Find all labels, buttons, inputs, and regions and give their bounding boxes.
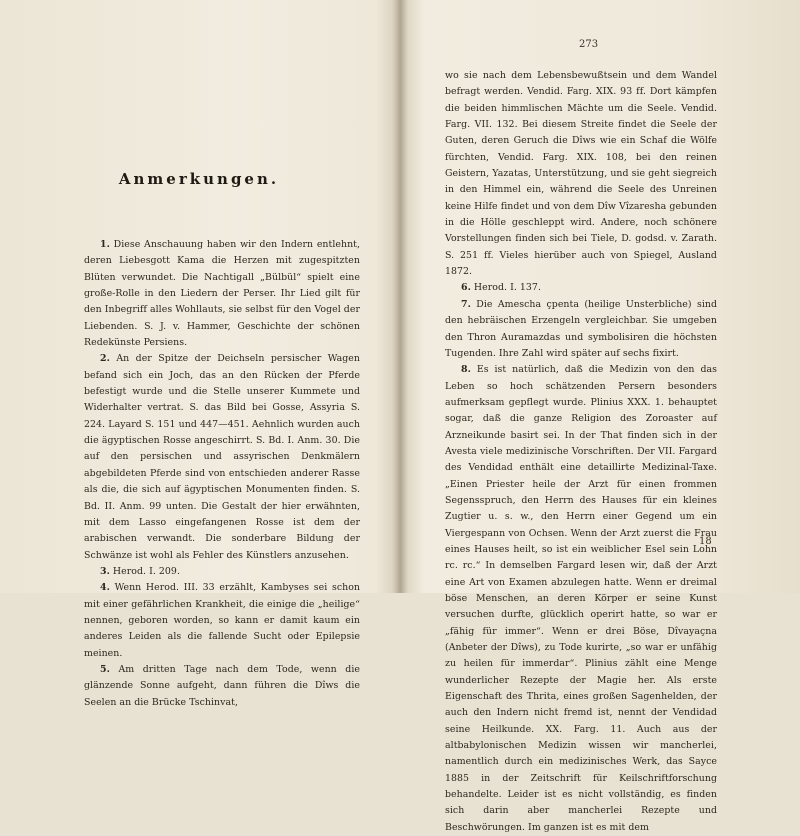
note-number: 2. [100,353,110,365]
note-7 [445,297,717,362]
note-number: 3. [100,565,110,577]
note-text: Diese Anschauung haben wir den Indern entlehnt, deren Liebesgott Kama die Herzen mit zugespitzten Blüten verwundet. Die Nachtigall „Bülbül“ spielt eine große-Rolle in den Liedern der Perser. Ihr Lied gilt für den Inbegriff alles Wohllauts, sie selbst für den Vogel der Liebenden. S. J. v. Hammer, Geschichte der schönen Redekünste Persiens. [84,239,361,349]
note-number: 5. [100,663,110,675]
note-number: 4. [100,582,110,594]
note-1 [84,237,360,351]
note-number: 8. [461,364,471,376]
note-text: An der Spitze der Deichseln persischer Wagen befand sich ein Joch, das an den Rücken der Pferde befestigt wurde und die Stelle unserer Kummete und Widerhalter vertrat. S. das Bild bei Gosse, Assyria S. 224. Layard S. 151 und 447—451. Aehnlich wurden auch die ägyptischen Rosse angeschirrt. S. Bd. I. Anm. 30. Die auf den persischen und assyrischen Denkmälern abgebildeten Pferde sind von entschieden anderer Rasse als die, die sich auf ägyptischen Monumenten finden. S. Bd. II. Anm. 99 unten. Die Gestalt der hier erwähnten, mit dem Lasso eingefangenen Rosse ist dem der arabischen verwandt. Die sonderbare Bildung der Schwänze ist wohl als Fehler des Künstlers anzusehen. [84,353,360,561]
note-number: 6. [461,282,471,294]
note-4 [84,580,360,662]
note-5-continuation: wo sie nach dem Lebensbewußtsein und dem Wandel befragt werden. Vendid. Farg. XIX. 93 ff. Dort kämpfen die beiden himmlischen Mächte um die Seele. Vendid. Farg. VII. 132. Bei diesem Streite findet die Seele der Guten, deren Geruch die Dîws wie ein Schaf die Wölfe fürchten, Vendid. Farg. XIX. 108, bei den reinen Geistern, Yazatas, Unterstützung, und sie geht siegreich in den Himmel ein, während die Seele des Unreinen keine Hilfe findet und von dem Dîw Vîzaresha gebunden in die Hölle geschleppt wird. Andere, noch schönere Vorstellungen finden sich bei Tiele, D. godsd. v. Zarath. S. 251 ff. Vieles hierüber auch von Spiegel, Ausland 1872. [445,70,717,278]
page-number: 273 [579,39,599,50]
notes-body-right [445,68,717,836]
note-text: Am dritten Tage nach dem Tode, wenn die glänzende Sonne aufgeht, dann führen die Dîws die Seelen an die Brücke Tschinvat, [84,663,361,708]
left-page [0,0,398,708]
signature-mark: 18 [699,536,712,547]
note-number: 7. [461,298,471,310]
note-2 [84,351,360,563]
note-number: 1. [100,239,110,250]
right-page [402,0,800,833]
notes-body-left [84,237,360,711]
note-8 [445,362,717,836]
note-text: Herod. I. 137. [473,282,541,294]
note-text: Es ist natürlich, daß die Medizin von den das Leben so hoch schätzenden Persern besonders aufmerksam gepflegt wurde. Plinius XXX. 1. behauptet sogar, daß die ganze Religion des Zoroaster auf Arzneikunde basirt sei. In der That finden sich in der Avesta viele medizinische Vorschriften. Der VII. Fargard des Vendidad enthält eine detaillirte Medizinal-Taxe. „Einen Priester heile der Arzt für einen frommen Segensspruch, den Herrn des Hauses für ein kleines Zugtier u. s. w., den Herrn einer Gegend um ein Viergespann von Ochsen. Wenn der Arzt zuerst die Frau eines Hauses heilt, so ist ein weiblicher Esel sein Lohn rc. rc.“ In demselben Fargard lesen wir, daß der Arzt eine Art von Examen abzulegen hatte. Wenn er dreimal böse Menschen, an deren Körper er seine Kunst versuchen durfte, glücklich operirt hatte, so war er „fähig für immer“. Wenn er drei Böse, Dîvayaçna (Anbeter der Dîws), zu Tode kurirte, „so war er unfähig zu heilen für immerdar“. Plinius zählt eine Menge wunderlicher Rezepte der Magie her. Als erste Eigenschaft des Thrita, eines großen Sagenhelden, der auch den Indern nicht fremd ist, nennt der Vendidad seine Heilkunde. XX. Farg. 11. Auch aus der altbabylonischen Medizin wissen wir mancherlei, namentlich durch ein medizinisches Werk, das Sayce 1885 in der Zeitschrift für Keilschriftforschung behandelte. Leider ist es nicht vollständig, es finden sich darin aber mancherlei Rezepte und Beschwörungen. Im ganzen ist es mit dem [445,364,717,833]
note-5 [84,662,360,711]
page-heading: Anmerkungen. [118,170,280,188]
note-text: Herod. I. 209. [112,565,180,577]
note-text: Die Amescha çpenta (heilige Unsterbliche) sind den hebräischen Erzengeln vergleichbar. Sie umgeben den Thron Auramazdas und symbolisiren die höchsten Tugenden. Ihre Zahl wird später auf sechs fixirt. [445,298,718,359]
note-6 [445,280,717,296]
note-3 [84,564,360,580]
note-text: Wenn Herod. III. 33 erzählt, Kambyses sei schon mit einer gefährlichen Krankheit, die einige die „heilige“ nennen, geboren worden, so kann er damit kaum ein anderes Leiden als die fallende Sucht oder Epilepsie meinen. [84,582,360,659]
